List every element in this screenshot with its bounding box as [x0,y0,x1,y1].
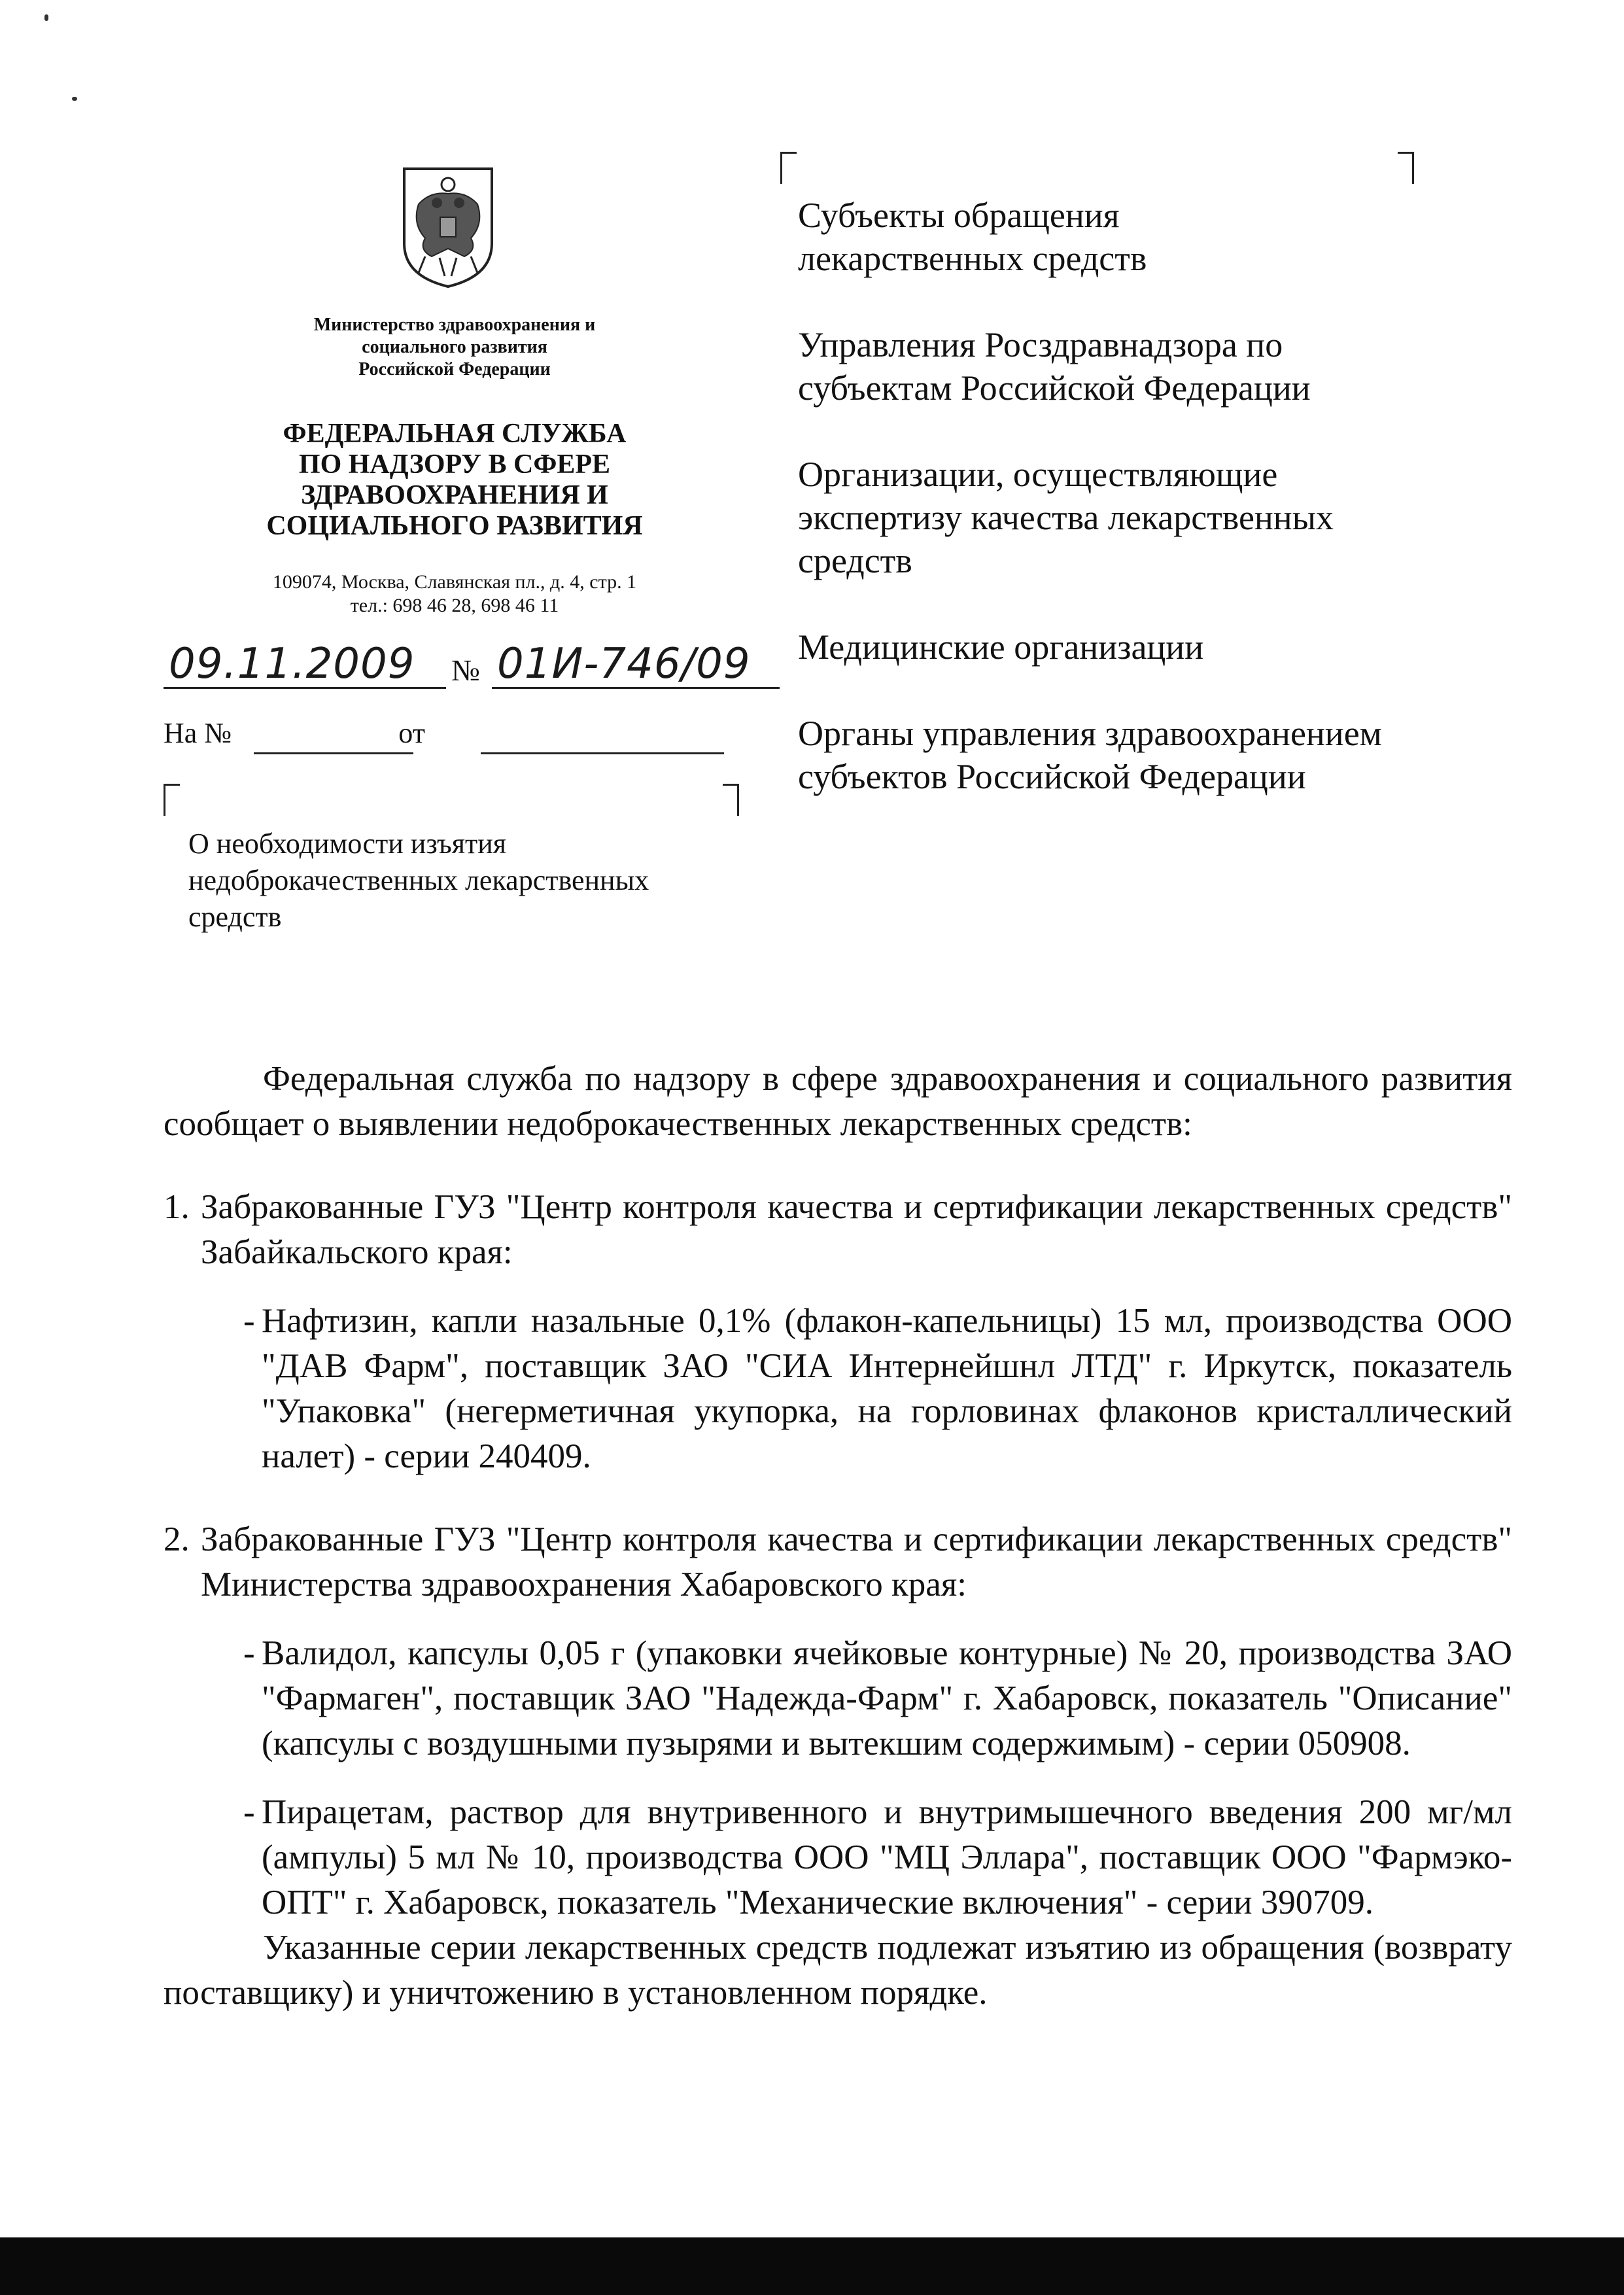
addressee-line: Субъекты обращения [798,196,1120,235]
intro-paragraph: Федеральная служба по надзору в сфере здравоохранения и социального развития сообщает о выявлении недоброкачественных лекарственных средств: [164,1060,1512,1143]
scan-speck [44,14,48,21]
sub-list-item [164,1631,1512,1766]
closing-paragraph: Указанные серии лекарственных средств подлежат изъятию из обращения (возврату поставщику) и уничтожению в установленном порядке. [164,1929,1512,2012]
ministry-line: социального развития [362,337,547,357]
ministry-name [262,314,648,381]
sub-list-item [164,1299,1512,1479]
addressee-list [798,194,1524,798]
sub-item-dash: - [243,1634,255,1672]
sub-item-text: Валидол, капсулы 0,05 г (упаковки ячейковые контурные) № 20, производства ЗАО "Фармаген", поставщик ЗАО "Надежда-Фарм" г. Хабаровск, показатель "Описание" (капсулы с воздушными пузырями и вытекшим содержимым) - серии 050908. [262,1634,1512,1762]
scan-speck [72,97,77,101]
addressee-line: субъектов Российской Федерации [798,757,1306,796]
service-name [222,419,687,542]
date-underline [164,687,446,689]
service-line: СОЦИАЛЬНОГО РАЗВИТИЯ [266,511,643,541]
number-sign: № [451,654,480,687]
phone-line: тел.: 698 46 28, 698 46 11 [350,595,559,616]
reference-number-blank [254,752,413,754]
address-corner-right [1398,152,1414,184]
list-item-text: Забракованные ГУЗ "Центр контроля качества и сертификации лекарственных средств" Министерства здравоохранения Хабаровского края: [201,1520,1512,1603]
addressee [798,453,1524,582]
letter-body [164,1057,1512,2016]
list-item-text: Забракованные ГУЗ "Центр контроля качества и сертификации лекарственных средств" Забайкальского края: [201,1188,1512,1271]
reference-row [164,716,425,750]
letter-subject [188,826,751,936]
sub-item-text: Нафтизин, капли назальные 0,1% (флакон-капельницы) 15 мл, производства ООО "ДАВ Фарм", поставщик ЗАО "СИА Интернейшнл ЛТД" г. Иркутск, показатель "Упаковка" (негерметичная укупорка, на горловинах флаконов кристаллический налет) - серии 240409. [262,1302,1512,1475]
addressee-line: Медицинские организации [798,627,1204,667]
russian-coat-of-arms-icon [399,165,497,289]
addressee [798,625,1524,669]
ministry-line: Российской Федерации [358,359,551,379]
scan-bottom-edge [0,2237,1624,2295]
addressee-line: экспертизу качества лекарственных [798,498,1334,537]
sub-item-dash: - [243,1793,255,1831]
subject-line: О необходимости изъятия [188,828,506,860]
sub-list-item [164,1790,1512,1925]
addressee [798,194,1524,280]
list-item-number: 1. [164,1188,190,1226]
addressee [798,323,1524,410]
number-underline [492,687,780,689]
sub-item-text: Пирацетам, раствор для внутривенного и внутримышечного введения 200 мг/мл (ампулы) 5 мл № 10, производства ООО "МЦ Эллара", поставщик ООО "Фармэко-ОПТ" г. Хабаровск, показатель "Механические включения" - серии 390709. [262,1793,1512,1921]
service-line: ФЕДЕРАЛЬНАЯ СЛУЖБА [283,419,627,449]
list-item [164,1517,1512,1607]
reference-date-blank [481,752,724,754]
sub-item-dash: - [243,1302,255,1340]
handwritten-number: 01И-746/09 [497,640,751,688]
list-item-number: 2. [164,1520,190,1558]
addressee-line: Органы управления здравоохранением [798,714,1382,753]
addressee-line: лекарственных средств [798,239,1147,278]
address-line: 109074, Москва, Славянская пл., д. 4, стр. 1 [272,571,637,593]
handwritten-date: 09.11.2009 [169,640,415,688]
addressee-line: Управления Росздравнадзора по [798,325,1283,364]
subject-line: недоброкачественных лекарственных [188,864,649,896]
addressee [798,712,1524,798]
addressee-line: субъектам Российской Федерации [798,368,1311,408]
list-item [164,1185,1512,1275]
subject-corner-left [164,784,180,816]
service-line: ПО НАДЗОРУ В СФЕРЕ [298,449,611,480]
subject-corner-right [723,784,739,816]
addressee-line: средств [798,541,912,580]
ministry-line: Министерство здравоохранения и [313,315,596,335]
reference-from-label: от [398,717,425,749]
service-line: ЗДРАВООХРАНЕНИЯ И [301,480,608,510]
reference-label: На № [164,717,232,749]
sender-address [222,570,687,618]
addressee-line: Организации, осуществляющие [798,455,1278,494]
subject-line: средств [188,901,282,933]
address-corner-left [780,152,797,184]
